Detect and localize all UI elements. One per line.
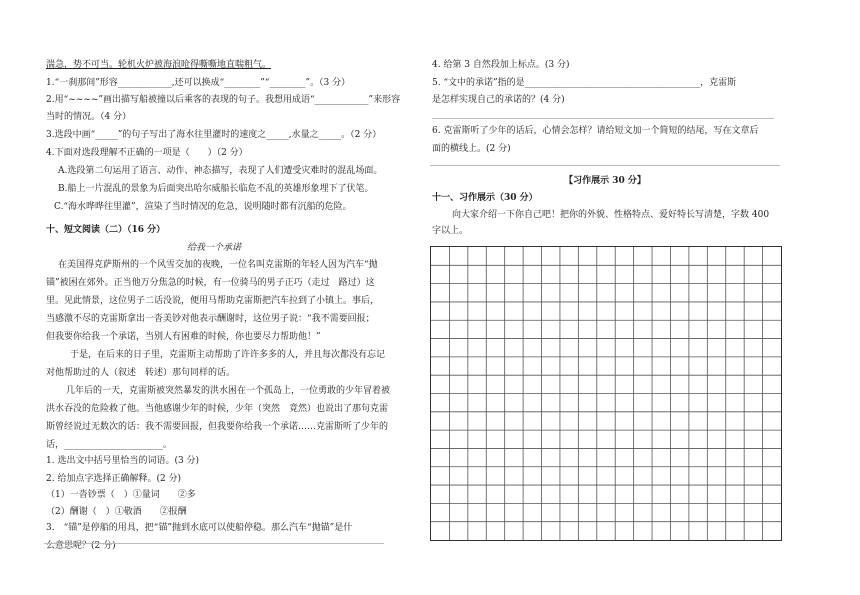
question-3: 3.选段中画“_____”的句子写出了海水往里灌时的速度之_____,水量之_____。（2 分） [46, 130, 382, 140]
paragraph-1-line5: 但我要你给我一个承诺，当别人有困难的时候，你也要尽力帮助他！” [46, 332, 321, 342]
paragraph-2-line1: 于是，在后来的日子里，克雷斯主动帮助了许许多多的人，并且每次都没有忘记 [70, 350, 386, 360]
paragraph-2-line2: 对他帮助过的人（叙述 转述）那句同样的话。 [46, 368, 236, 378]
sub-question-3-line2: 么意思呢？(2 分) [46, 541, 116, 551]
sub-question-2-item-2: （2）酬谢（ ）①敬酒 ②报酬 [46, 507, 187, 517]
paragraph-1-line1: 在美国得克萨斯州的一个风雪交加的夜晚，一位名叫克雷斯的年轻人因为汽车“抛 [58, 260, 378, 270]
question-r5-line1: 5. “文中的承诺”指的是_______________________________________，克雷斯 [432, 78, 737, 88]
question-r6-line2: 面的横线上。(2 分) [432, 144, 511, 154]
paragraph-1-line3: 里。见此情景，这位男子二话没说，便用马帮助克雷斯把汽车拉到了小镇上。事后， [46, 296, 380, 306]
option-a: A.选段第二句运用了语言、动作、神态描写，表现了人们遭受灾难时的混乱场面。 [58, 166, 383, 176]
passage-title: 给我一个承诺 [186, 243, 241, 253]
writing-prompt-line2: 字以上。 [432, 226, 469, 236]
section-11-heading: 十一、习作展示（30 分） [432, 193, 538, 203]
option-c: C.“海水哗哗往里灌”，渲染了当时情况的危急，说明随时都有沉船的危险。 [54, 202, 352, 212]
paragraph-3-line2: 洪水吞没的危险救了他。当他感谢少年的时候，少年（突然 竟然）也说出了那句克雷 [46, 404, 389, 414]
question-1: 1.“一刹那间”形容____________,还可以换成“________”“________”。（3 分） [46, 78, 351, 88]
question-r6-line1: 6. 克雷斯听了少年的话后，心情会怎样？请给短文加一个简短的结尾，写在文章后 [432, 126, 759, 136]
option-b: B.船上一片混乱的景象为后面突出哈尔威船长临危不乱的英雄形象埋下了伏笔。 [58, 184, 374, 194]
question-2-line2: 当时的情况。（4 分） [46, 112, 132, 122]
answer-line [44, 543, 384, 544]
writing-grid-lines [431, 247, 781, 540]
writing-zone-title: 【习作展示 30 分】 [564, 176, 646, 186]
question-r4: 4. 给第 3 自然段加上标点。(3 分) [432, 60, 570, 70]
paragraph-3-line4: 话，______________________。 [46, 440, 173, 450]
question-2-line1: 2.用“~~~~”画出描写船被撞以后乘客的表现的句子。我想用成语“____________”来形容 [46, 95, 401, 105]
sub-question-2: 2. 给加点字选择正确解释。(2 分) [46, 474, 182, 484]
paragraph-3-line3: 斯曾经说过无数次的话：我不需要回报，但我要你给我一个承诺……克雷斯听了少年的 [46, 422, 389, 432]
question-r5-line2: 是怎样实现自己的承诺的？(4 分) [432, 95, 565, 105]
sub-question-2-item-1: （1）一沓钞票（ ）①量词 ②多 [46, 490, 196, 500]
sub-question-3-line1: 3. “锚”是停船的用具，把“锚”抛到水底可以使船停稳。那么汽车“抛锚”是什 [46, 523, 353, 533]
question-4: 4.下面对选段理解不正确的一项是（ ）（2 分） [46, 148, 248, 158]
paragraph-3-line1: 几年后的一天，克雷斯被突然暴发的洪水困在一个孤岛上，一位勇敢的少年冒着被 [66, 386, 391, 396]
writing-prompt-line1: 向大家介绍一下你自己吧！把你的外貌、性格特点、爱好特长写清楚，字数 400 [452, 210, 770, 220]
answer-line-r5 [432, 118, 774, 119]
passage-tail: 湍急，势不可当。轮机火炉被海浪呛得嘶嘶地直喘粗气。 [46, 60, 272, 70]
section-10-heading: 十、短文阅读（二）（16 分） [46, 225, 166, 235]
zone-divider [430, 165, 780, 166]
sub-question-1: 1. 选出文中括号里恰当的词语。(3 分) [46, 456, 200, 466]
writing-grid[interactable] [430, 246, 782, 541]
paragraph-1-line2: 锚”被困在郊外。正当他万分焦急的时候，有一位骑马的男子正巧（走过 路过）这 [46, 278, 375, 288]
paragraph-1-line4: 当感激不尽的克雷斯拿出一沓美钞对他表示酬谢时，这位男子说：“我不需要回报； [46, 314, 375, 324]
